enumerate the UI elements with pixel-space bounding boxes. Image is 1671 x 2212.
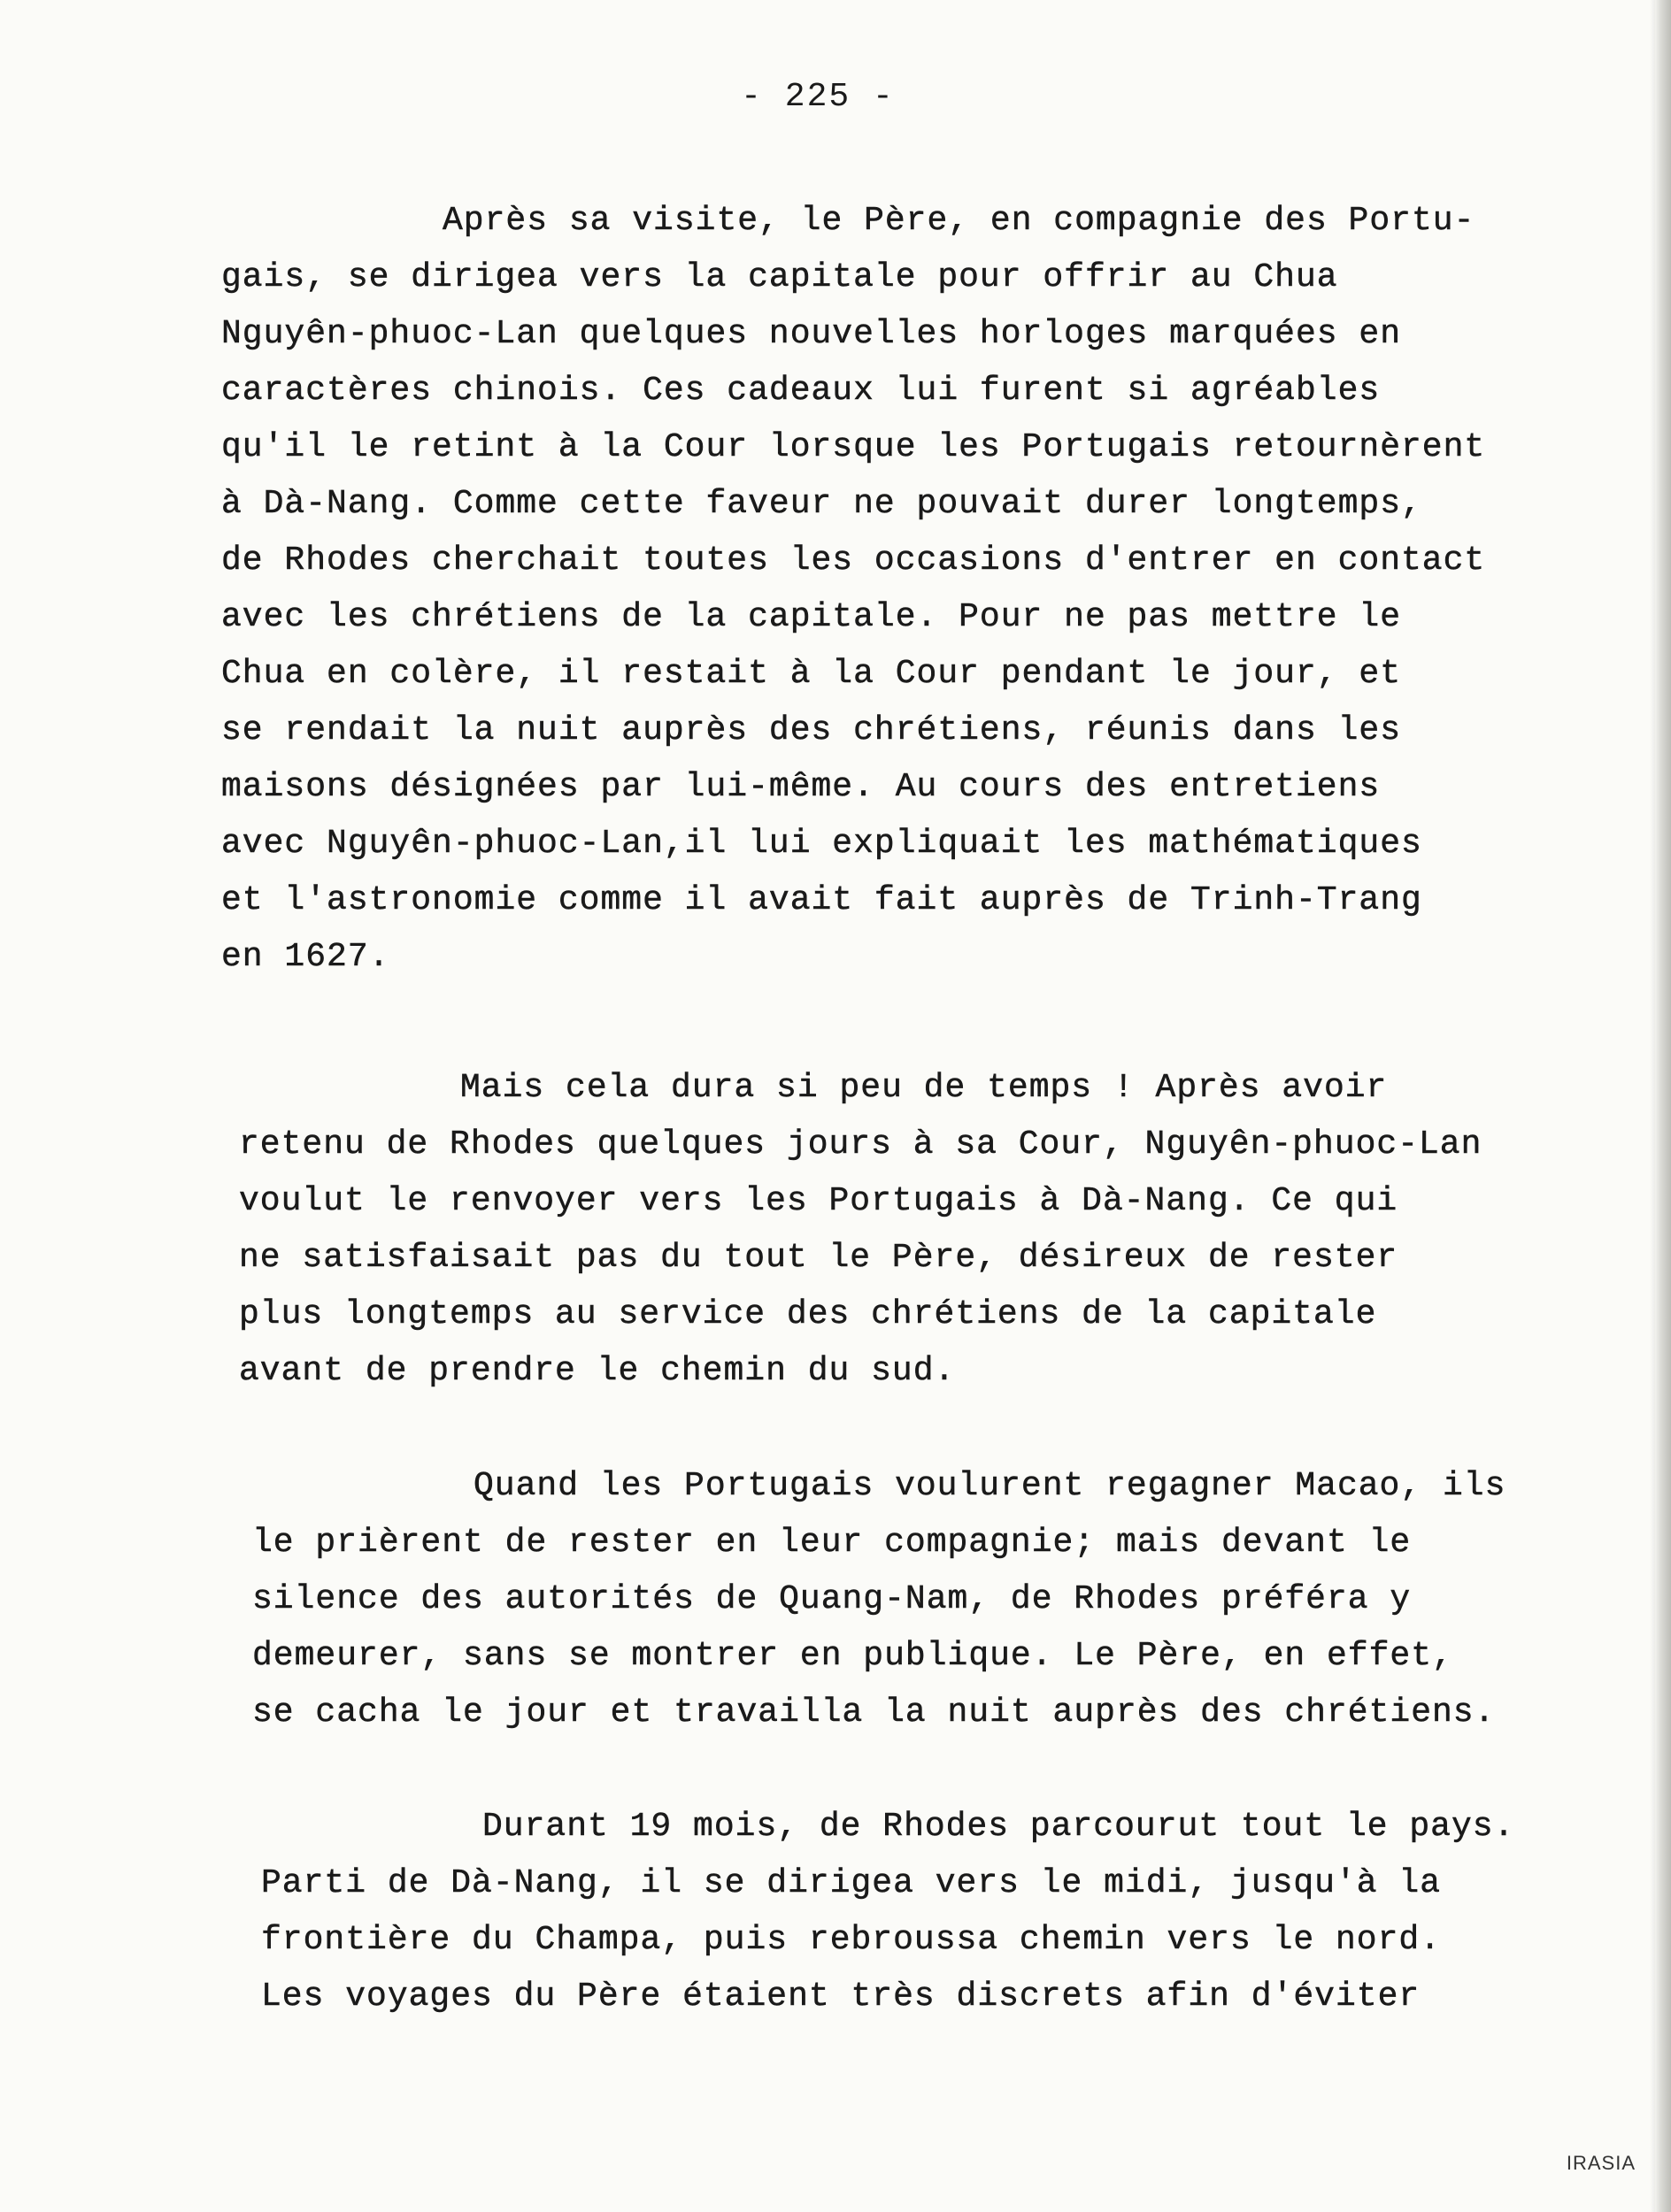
text-line: Chua en colère, il restait à la Cour pendant le jour, et [221, 655, 1402, 693]
text-line: Mais cela dura si peu de temps ! Après avoir [460, 1069, 1388, 1107]
text-line: voulut le renvoyer vers les Portugais à Dà-Nang. Ce qui [239, 1182, 1398, 1220]
text-line: le prièrent de rester en leur compagnie; mais devant le [252, 1524, 1412, 1562]
text-line: avec Nguyên-phuoc-Lan,il lui expliquait les mathématiques [221, 825, 1422, 863]
text-line: Quand les Portugais voulurent regagner Macao, ils [474, 1467, 1506, 1505]
text-line: maisons désignées par lui-même. Au cours des entretiens [221, 768, 1381, 806]
text-line: caractères chinois. Ces cadeaux lui furent si agréables [221, 372, 1381, 410]
paragraph-1 [221, 193, 1567, 986]
paragraph-4 [261, 1799, 1606, 2025]
text-line: en 1627. [221, 938, 390, 976]
text-line: frontière du Champa, puis rebroussa chemin vers le nord. [261, 1921, 1442, 1959]
text-line: gais, se dirigea vers la capitale pour offrir au Chua [221, 258, 1338, 296]
text-line: Les voyages du Père étaient très discrets afin d'éviter [261, 1978, 1421, 2016]
text-line: Parti de Dà-Nang, il se dirigea vers le midi, jusqu'à la [261, 1864, 1442, 1902]
text-line: qu'il le retint à la Cour lorsque les Portugais retournèrent [221, 428, 1486, 466]
paragraph-3 [252, 1458, 1598, 1741]
text-line: Durant 19 mois, de Rhodes parcourut tout le pays. [482, 1808, 1515, 1846]
text-line: avant de prendre le chemin du sud. [239, 1352, 956, 1390]
irasia-watermark: IRASIA [1566, 2152, 1636, 2174]
page-number: - 225 - [741, 78, 895, 116]
paragraph-2 [239, 1060, 1584, 1400]
text-line: Nguyên-phuoc-Lan quelques nouvelles horloges marquées en [221, 315, 1402, 353]
text-line: ne satisfaisait pas du tout le Père, désireux de rester [239, 1239, 1398, 1277]
text-line: et l'astronomie comme il avait fait auprès de Trinh-Trang [221, 881, 1422, 919]
text-line: retenu de Rhodes quelques jours à sa Cour, Nguyên-phuoc-Lan [239, 1125, 1482, 1164]
text-line: de Rhodes cherchait toutes les occasions d'entrer en contact [221, 541, 1486, 580]
text-line: se cacha le jour et travailla la nuit auprès des chrétiens. [252, 1694, 1496, 1732]
page-edge [1655, 0, 1671, 2212]
text-line: Après sa visite, le Père, en compagnie des Portu- [443, 202, 1475, 240]
text-line: se rendait la nuit auprès des chrétiens, réunis dans les [221, 711, 1402, 749]
text-line: silence des autorités de Quang-Nam, de Rhodes préféra y [252, 1580, 1412, 1618]
text-line: demeurer, sans se montrer en publique. Le Père, en effet, [252, 1637, 1453, 1675]
text-line: plus longtemps au service des chrétiens de la capitale [239, 1295, 1377, 1333]
text-line: à Dà-Nang. Comme cette faveur ne pouvait durer longtemps, [221, 485, 1422, 523]
text-line: avec les chrétiens de la capitale. Pour ne pas mettre le [221, 598, 1402, 636]
